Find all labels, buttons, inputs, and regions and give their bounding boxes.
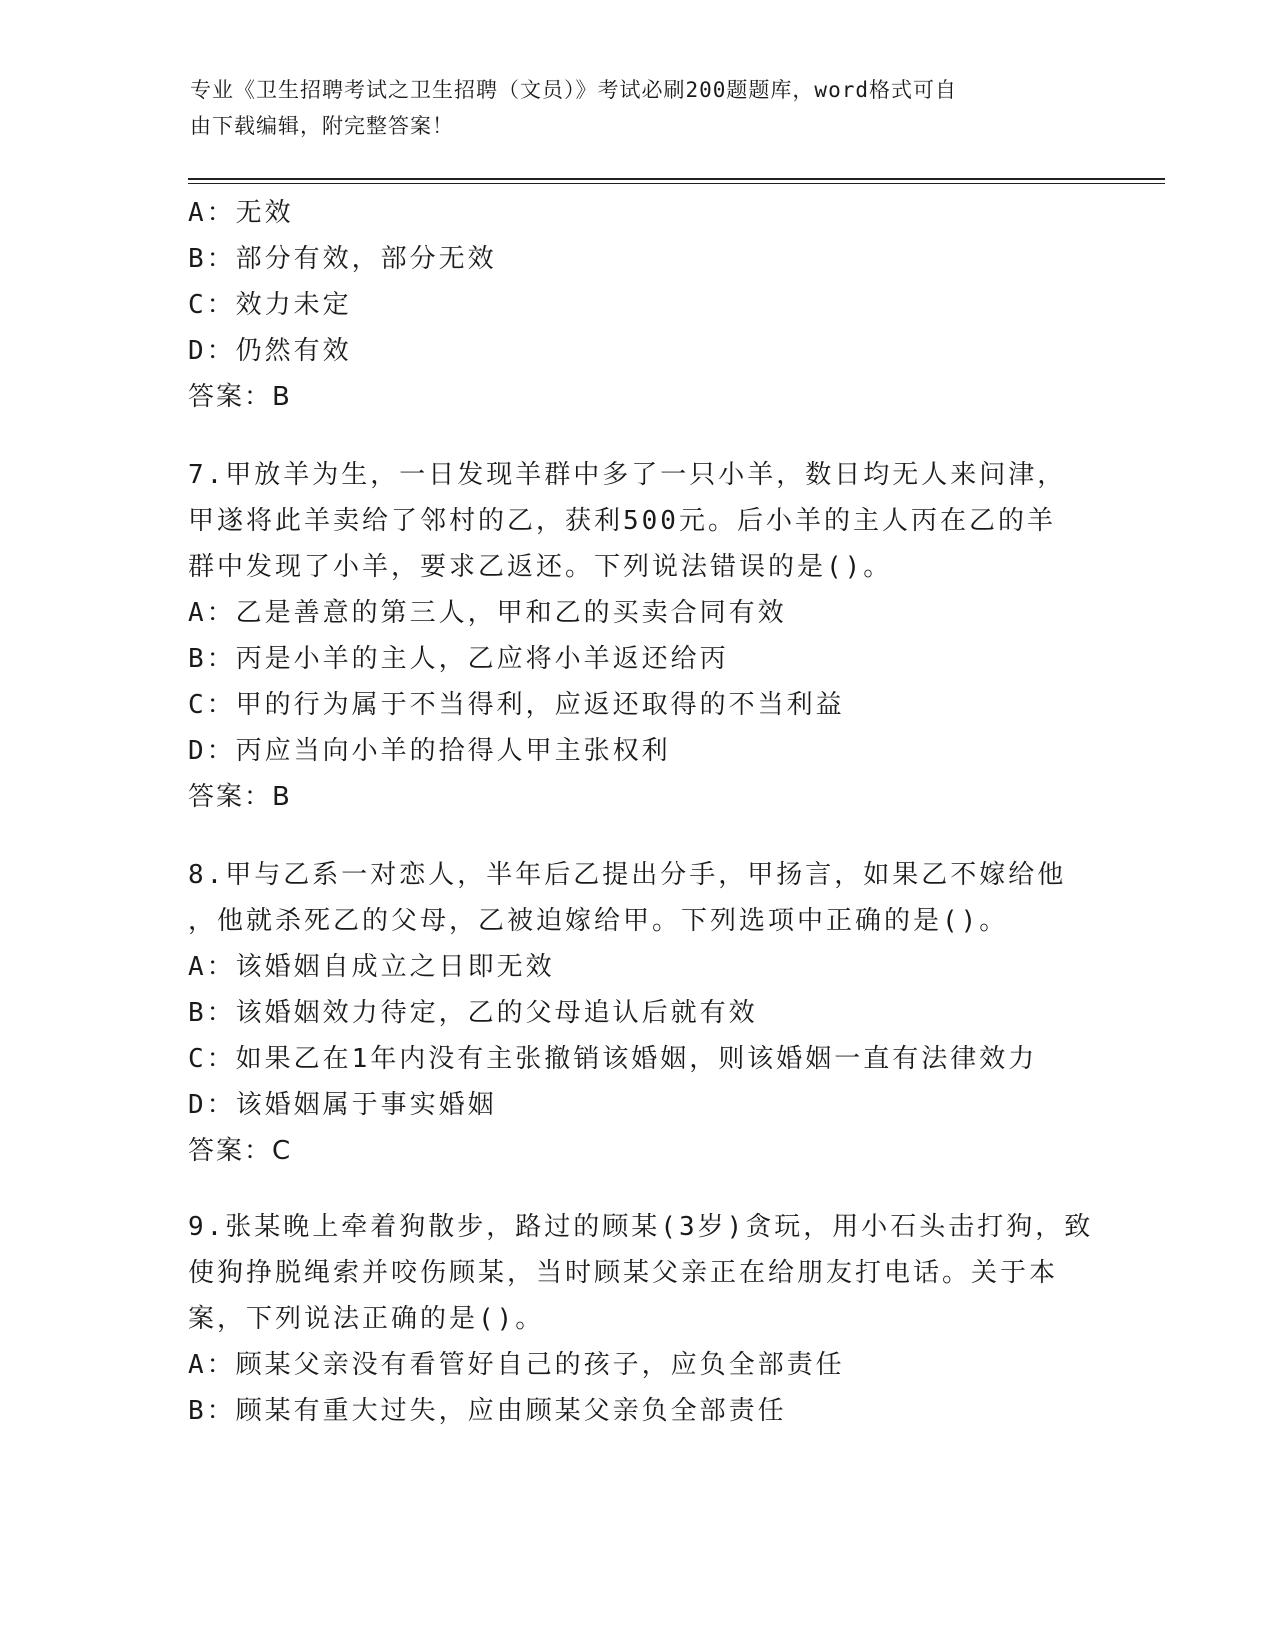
question-8 xyxy=(188,852,1128,1174)
option-a: A：该婚姻自成立之日即无效 xyxy=(188,952,555,982)
question-stem-line: ，他就杀死乙的父母，乙被迫嫁给甲。下列选项中正确的是()。 xyxy=(188,906,1009,936)
header-line-2: 由下载编辑，附完整答案！ xyxy=(190,114,454,138)
option-b: B：该婚姻效力待定，乙的父母追认后就有效 xyxy=(188,998,758,1028)
option-d: D：仍然有效 xyxy=(188,336,352,366)
spacer xyxy=(188,1174,1128,1204)
option-c: C：效力未定 xyxy=(188,290,352,320)
header-divider-thick xyxy=(188,178,1165,180)
question-9 xyxy=(188,1204,1128,1434)
header-divider-thin xyxy=(188,183,1165,184)
question-stem-line: 案，下列说法正确的是()。 xyxy=(188,1304,545,1334)
option-c: C：甲的行为属于不当得利，应返还取得的不当利益 xyxy=(188,690,845,720)
option-a: A：顾某父亲没有看管好自己的孩子，应负全部责任 xyxy=(188,1350,845,1380)
option-c: C：如果乙在1年内没有主张撤销该婚姻，则该婚姻一直有法律效力 xyxy=(188,1044,1038,1074)
question-list xyxy=(188,190,1128,1434)
spacer xyxy=(188,420,1128,452)
answer-line: 答案：C xyxy=(188,1136,293,1166)
option-b: B：丙是小羊的主人，乙应将小羊返还给丙 xyxy=(188,644,729,674)
option-a: A：无效 xyxy=(188,198,294,228)
answer-line: 答案：B xyxy=(188,382,292,412)
question-stem-line: 9.张某晚上牵着狗散步，路过的顾某(3岁)贪玩，用小石头击打狗，致 xyxy=(188,1212,1094,1242)
header-line-1: 专业《卫生招聘考试之卫生招聘（文员）》考试必刷200题题库，word格式可自 xyxy=(190,78,957,102)
option-b: B：部分有效，部分无效 xyxy=(188,244,497,274)
option-d: D：该婚姻属于事实婚姻 xyxy=(188,1090,497,1120)
option-d: D：丙应当向小羊的拾得人甲主张权利 xyxy=(188,736,671,766)
answer-line: 答案：B xyxy=(188,782,292,812)
option-a: A：乙是善意的第三人，甲和乙的买卖合同有效 xyxy=(188,598,787,628)
spacer xyxy=(188,820,1128,852)
question-stem-line: 使狗挣脱绳索并咬伤顾某，当时顾某父亲正在给朋友打电话。关于本 xyxy=(188,1258,1059,1288)
question-stem-line: 甲遂将此羊卖给了邻村的乙，获利500元。后小羊的主人丙在乙的羊 xyxy=(188,506,1056,536)
question-stem-line: 8.甲与乙系一对恋人，半年后乙提出分手，甲扬言，如果乙不嫁给他 xyxy=(188,860,1067,890)
question-7 xyxy=(188,452,1128,820)
question-6-partial xyxy=(188,190,1128,420)
question-stem-line: 7.甲放羊为生，一日发现羊群中多了一只小羊，数日均无人来问津， xyxy=(188,460,1067,490)
option-b: B：顾某有重大过失，应由顾某父亲负全部责任 xyxy=(188,1396,787,1426)
question-stem-line: 群中发现了小羊，要求乙返还。下列说法错误的是()。 xyxy=(188,552,893,582)
document-header xyxy=(190,72,1090,144)
